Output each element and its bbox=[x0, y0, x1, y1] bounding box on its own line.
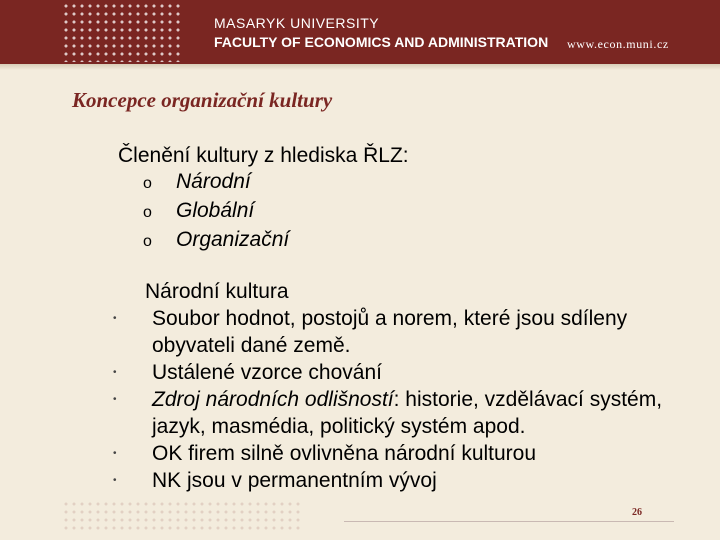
header-bar bbox=[0, 0, 720, 64]
bullet-icon: • bbox=[113, 367, 117, 378]
bullet-item bbox=[108, 386, 708, 440]
footer-dot-pattern bbox=[62, 500, 302, 534]
bullet-item bbox=[108, 359, 708, 386]
bullet-icon: • bbox=[113, 394, 117, 405]
list-item-label: Organizační bbox=[176, 228, 290, 251]
bullet-icon: • bbox=[113, 313, 117, 324]
bullet-item bbox=[108, 305, 708, 359]
culture-levels-list bbox=[143, 168, 289, 255]
bullet-item bbox=[108, 440, 708, 467]
list-item bbox=[143, 197, 289, 226]
website-url: www.econ.muni.cz bbox=[567, 37, 669, 51]
list-item bbox=[143, 226, 289, 255]
bullet-text: Ustálené vzorce chování bbox=[152, 361, 382, 384]
bullet-emphasis: Zdroj národních odlišností bbox=[152, 388, 394, 411]
faculty-name: FACULTY OF ECONOMICS AND ADMINISTRATION bbox=[214, 34, 549, 50]
circle-marker-icon: o bbox=[143, 175, 152, 192]
bullet-list bbox=[108, 305, 708, 494]
header-shadow bbox=[0, 64, 720, 70]
section-heading: Národní kultura bbox=[145, 280, 289, 303]
list-item bbox=[143, 168, 289, 197]
university-name: MASARYK UNIVERSITY bbox=[214, 15, 380, 31]
slide-title: Koncepce organizační kultury bbox=[72, 88, 333, 112]
bullet-item bbox=[108, 467, 708, 494]
bullet-icon: • bbox=[113, 475, 117, 486]
intro-text: Členění kultury z hlediska ŘLZ: bbox=[118, 144, 409, 167]
bullet-text: Soubor hodnot, postojů a norem, které jsou sdíleny obyvateli dané země. bbox=[152, 307, 628, 357]
footer-divider bbox=[344, 521, 674, 522]
list-item-label: Globální bbox=[176, 199, 255, 222]
bullet-text: NK jsou v permanentním vývoj bbox=[152, 469, 437, 492]
circle-marker-icon: o bbox=[143, 233, 152, 250]
bullet-icon: • bbox=[113, 448, 117, 459]
circle-marker-icon: o bbox=[143, 204, 152, 221]
bullet-text: : historie, vzdělávací systém, jazyk, masmédia, politický systém apod. bbox=[152, 388, 663, 438]
page-number: 26 bbox=[632, 507, 642, 518]
dot-pattern-logo bbox=[62, 2, 182, 62]
list-item-label: Národní bbox=[176, 170, 251, 193]
bullet-text: OK firem silně ovlivněna národní kulturou bbox=[152, 442, 537, 465]
